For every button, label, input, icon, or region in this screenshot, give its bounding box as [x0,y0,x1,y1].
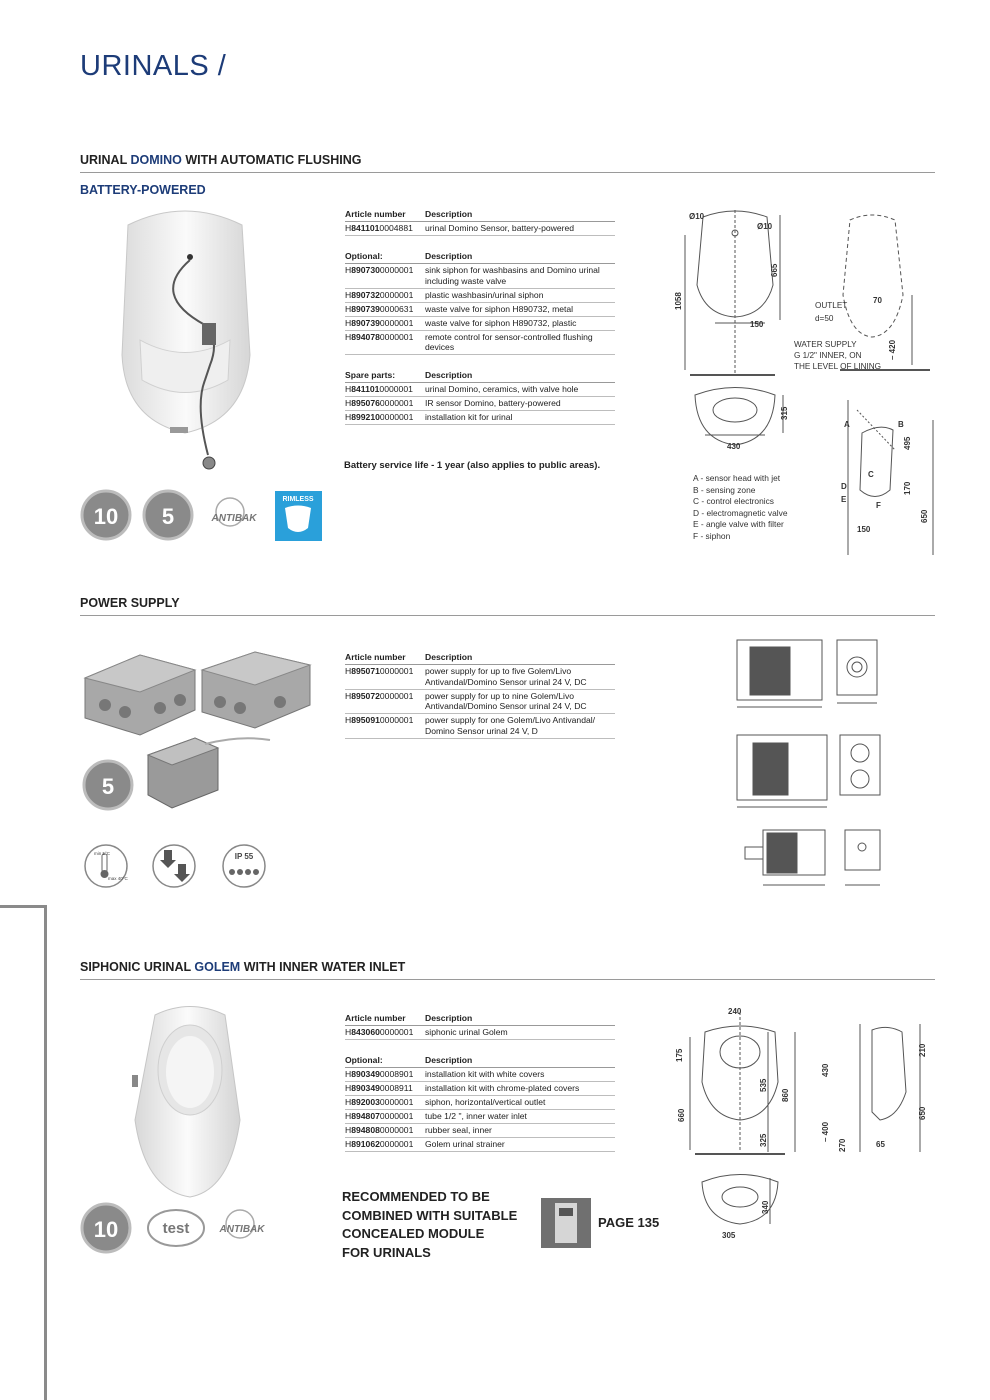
power-box-large-icon [85,655,195,735]
svg-text:B: B [898,420,904,429]
legend-item: E - angle valve with filter [693,519,784,529]
svg-text:max 40°C: max 40°C [108,876,128,881]
table-row [345,690,615,715]
antibak-icon [219,1210,266,1238]
urinal-golem-image [115,1000,260,1200]
legend-item: B - sensing zone [693,484,756,495]
article-number: H8910620000001 [345,1139,414,1149]
svg-text:ANTIBAK: ANTIBAK [219,1224,265,1235]
description: urinal Domino, ceramics, with valve hole [425,384,579,394]
svg-text:WATER SUPPLY: WATER SUPPLY [794,340,857,349]
svg-text:Ø10: Ø10 [689,212,705,221]
table-header [345,1012,615,1026]
svg-text:1058: 1058 [674,292,683,310]
svg-text:RIMLESS: RIMLESS [282,496,314,503]
col-description: Description [425,1055,473,1065]
svg-text:Ø10: Ø10 [757,222,773,231]
svg-text:G 1/2" INNER, ON: G 1/2" INNER, ON [794,351,862,360]
description: IR sensor Domino, battery-powered [425,398,561,408]
article-number: H8903490008911 [345,1083,413,1093]
urinal-domino-image [110,205,260,475]
svg-text:315: 315 [780,406,789,420]
heading-text: WITH INNER WATER INLET [240,960,406,974]
description: power supply for one Golem/Livo Antivandal/ Domino Sensor urinal 24 V, D [425,715,596,736]
table-row [345,303,615,317]
description: installation kit with chrome-plated covers [425,1083,580,1093]
svg-text:340: 340 [761,1200,770,1214]
article-number: H8950720000001 [345,690,414,701]
description: power supply for up to nine Golem/Livo Antivandal/Domino Sensor urinal 24 V, DC [425,690,587,711]
legend-item: C - control electronics [693,496,774,506]
section-divider [80,615,935,616]
svg-text:10: 10 [93,1217,119,1242]
article-number: H8940780000001 [345,331,414,342]
description: sink siphon for washbasins and Domino urinal including waste valve [425,265,600,286]
svg-text:150: 150 [750,320,764,329]
svg-text:325: 325 [759,1133,768,1147]
col-description: Description [425,652,473,662]
col-description: Description [425,370,473,380]
table-header [345,369,615,383]
description: waste valve for siphon H890732, metal [425,303,574,314]
article-table-power [345,651,615,739]
svg-text:65: 65 [876,1140,885,1149]
svg-text:5: 5 [161,504,175,529]
article-number: H8903490008901 [345,1069,414,1079]
table-row [345,1026,615,1040]
svg-text:A: A [844,420,850,429]
svg-text:305: 305 [722,1231,736,1240]
article-number: H8920030000001 [345,1097,414,1107]
guarantee-10-years-icon [82,1204,130,1252]
svg-text:test: test [162,1220,190,1237]
golem-technical-drawing [670,1002,940,1252]
guarantee-5-years-electronics-icon [80,755,140,815]
table-row [345,665,615,690]
section-heading-power-supply: POWER SUPPLY [80,596,180,610]
power-box-medium-icon [202,652,310,728]
rimless-icon [275,491,322,541]
article-number: H8948070000001 [345,1111,414,1121]
subheading-battery: BATTERY-POWERED [80,183,206,197]
legend-list [693,473,788,542]
svg-text:495: 495 [903,436,912,450]
table-header [345,1054,615,1068]
svg-text:E: E [841,495,847,504]
article-number: H8992100000001 [345,412,414,422]
section-divider [80,979,935,980]
heading-text: WITH AUTOMATIC FLUSHING [181,153,362,167]
legend-item: D - electromagnetic valve [693,507,788,518]
svg-text:ANTIBAK: ANTIBAK [211,513,257,524]
svg-text:660: 660 [677,1108,686,1122]
svg-text:650: 650 [920,509,929,523]
test-icon [148,1210,204,1246]
recommend-line: RECOMMENDED TO BE [342,1189,490,1204]
table-row [345,289,615,303]
guarantee-5-years-electronics-icon [144,491,192,539]
svg-text:665: 665 [770,263,779,277]
svg-text:– 420: – 420 [888,339,897,360]
svg-text:70: 70 [873,296,882,305]
article-table-golem [345,1012,615,1152]
svg-text:min 5°C: min 5°C [94,851,111,856]
col-article: Article number [345,1013,406,1023]
svg-text:240: 240 [728,1007,742,1016]
power-supply-drawings [725,635,890,895]
col-description: Description [425,251,473,261]
table-row [345,397,615,411]
description: power supply for up to five Golem/Livo Antivandal/Domino Sensor urinal 24 V, DC [425,666,587,687]
badges-row [80,488,330,544]
table-row [345,714,615,739]
article-number: H8411010000001 [345,384,413,394]
svg-text:430: 430 [821,1063,830,1077]
table-row [345,1138,615,1152]
table-row [345,383,615,397]
svg-text:– 400: – 400 [821,1121,830,1142]
svg-text:OUTLET: OUTLET [815,301,848,310]
description: installation kit with white covers [425,1069,545,1079]
col-description: Description [425,1013,473,1023]
article-number: H8430600000001 [345,1027,414,1037]
article-number: H8907390000631 [345,303,414,314]
table-header [345,250,615,264]
col-article: Article number [345,652,406,662]
description: plastic washbasin/urinal siphon [425,289,544,300]
recommend-line: FOR URINALS [342,1244,431,1260]
heading-highlight: GOLEM [194,960,241,974]
description: rubber seal, inner [425,1125,492,1135]
power-icons-row [82,842,282,890]
heading-highlight: DOMINO [130,153,182,167]
description: urinal Domino Sensor, battery-powered [425,223,575,233]
description: waste valve for siphon H890732, plastic [425,317,577,328]
section-divider [80,172,935,173]
table-row [345,411,615,425]
page-reference-link[interactable]: PAGE 135 [598,1215,660,1230]
article-number: H8907320000001 [345,289,414,300]
svg-text:F: F [876,501,881,510]
description: siphonic urinal Golem [425,1027,508,1037]
col-spare-parts: Spare parts: [345,370,396,380]
table-row [345,1110,615,1124]
article-number: H8950710000001 [345,666,414,676]
article-number: H8411010004881 [345,223,413,233]
svg-text:210: 210 [918,1043,927,1057]
col-optional: Optional: [345,251,383,261]
svg-text:650: 650 [918,1106,927,1120]
svg-text:5: 5 [101,774,115,799]
article-table-domino [345,208,615,425]
svg-text:175: 175 [675,1048,684,1062]
ip55-icon [223,845,265,887]
table-row [345,1096,615,1110]
svg-text:150: 150 [857,525,871,534]
battery-note: Battery service life - 1 year (also applies to public areas). [344,460,601,471]
article-number: H8907300000001 [345,265,414,275]
heading-text: SIPHONIC URINAL [80,960,195,974]
recommend-note [342,1188,517,1262]
table-row [345,317,615,331]
section-heading-domino [80,153,361,167]
heading-text: URINAL [80,153,131,167]
power-box-small-icon [148,738,270,808]
svg-text:535: 535 [759,1078,768,1092]
description: siphon, horizontal/vertical outlet [425,1097,546,1107]
table-header [345,208,615,222]
recommend-line: COMBINED WITH SUITABLE [342,1207,518,1223]
temperature-range-icon [85,845,129,887]
col-optional: Optional: [345,1055,383,1065]
col-description: Description [425,209,473,219]
concealed-module-thumbnail [541,1198,591,1248]
svg-text:430: 430 [727,442,741,451]
svg-text:IP 55: IP 55 [234,852,254,861]
description: tube 1/2 ", inner water inlet [425,1111,527,1121]
badges-row-golem [80,1198,280,1256]
svg-text:d=50: d=50 [815,314,834,323]
table-row [345,1068,615,1082]
legend-item: F - siphon [693,530,731,541]
article-number: H8950760000001 [345,398,414,408]
page-edge-bar [0,905,47,1400]
svg-text:D: D [841,482,847,491]
recommend-line: CONCEALED MODULE [342,1226,485,1241]
svg-text:860: 860 [781,1088,790,1102]
page-title: URINALS / [80,50,227,82]
legend-item: A - sensor head with jet [693,473,781,483]
antibak-icon [211,498,258,526]
col-article: Article number [345,209,406,219]
section-heading-golem [80,960,405,974]
description: remote control for sensor-controlled flushing devices [425,331,593,352]
power-in-out-icon [153,845,195,887]
article-number: H8907390000001 [345,317,414,328]
table-row [345,264,615,289]
table-row [345,1082,615,1096]
table-header [345,651,615,665]
article-number: H8948080000001 [345,1125,414,1135]
table-row [345,331,615,356]
description: Golem urinal strainer [425,1139,505,1149]
svg-text:C: C [868,470,874,479]
svg-text:10: 10 [93,504,119,529]
table-row [345,1124,615,1138]
table-row [345,222,615,236]
svg-text:170: 170 [903,481,912,495]
description: installation kit for urinal [425,412,513,422]
svg-text:THE LEVEL OF LINING: THE LEVEL OF LINING [794,362,882,371]
article-number: H8950910000001 [345,715,414,725]
guarantee-10-years-icon [82,491,130,539]
svg-text:270: 270 [838,1138,847,1152]
